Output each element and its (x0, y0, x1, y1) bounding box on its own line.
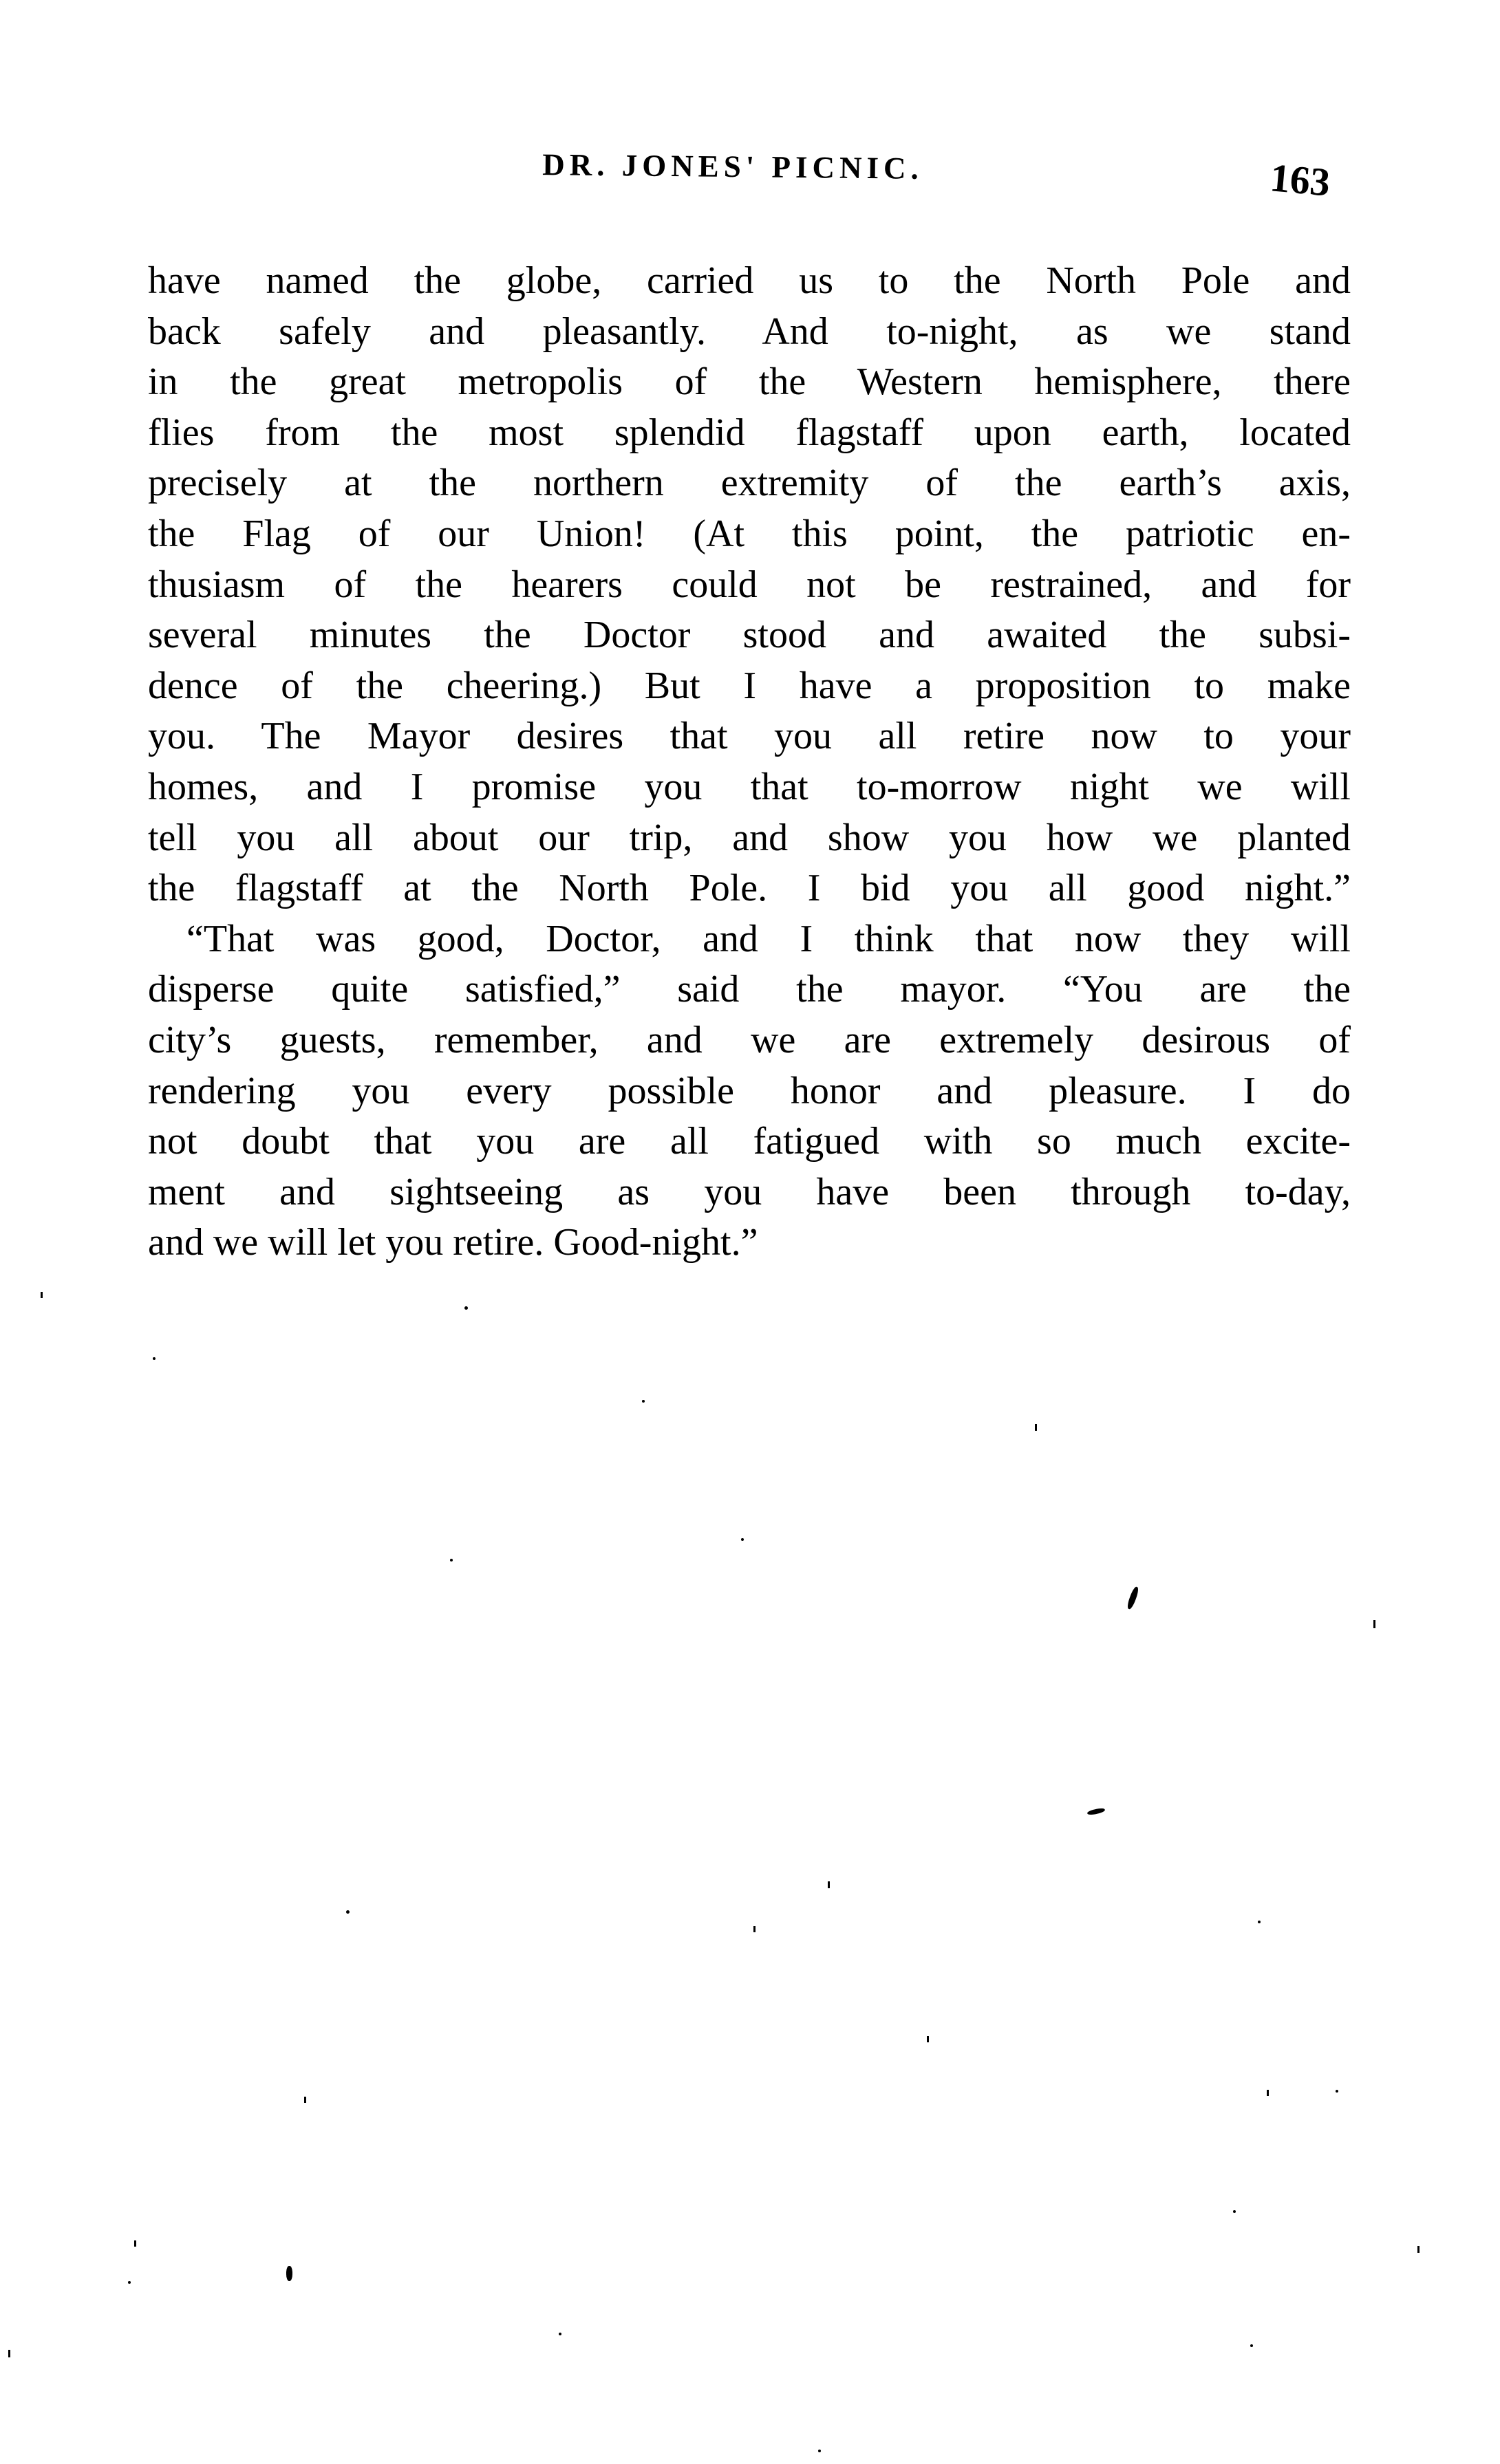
ink-speck (1336, 2090, 1338, 2093)
text-line: city’s guests, remember, and we are extremely desirous of (148, 1018, 1351, 1061)
text-line: and we will let you retire. Good-night.” (148, 1221, 758, 1264)
ink-speck (818, 2450, 821, 2452)
text-line: back safely and pleasantly. And to-night, as we stand (148, 310, 1351, 353)
ink-speck (304, 2097, 306, 2103)
text-line: rendering you every possible honor and pleasure. I do (148, 1069, 1351, 1112)
ink-speck (450, 1559, 453, 1561)
text-line: homes, and I promise you that to-morrow night we will (148, 765, 1351, 808)
text-line: dence of the cheering.) But I have a proposition to make (148, 664, 1351, 707)
ink-speck (1233, 2210, 1236, 2213)
text-line: flies from the most splendid flagstaff upon earth, located (148, 411, 1351, 454)
text-line: tell you all about our trip, and show you how we planted (148, 816, 1351, 859)
ink-stroke (1126, 1586, 1139, 1610)
text-line: the Flag of our Union! (At this point, the patriotic en- (148, 512, 1351, 555)
page-number: 163 (1268, 155, 1332, 205)
text-line: have named the globe, carried us to the North Pole and (148, 259, 1351, 302)
ink-speck (1373, 1620, 1375, 1628)
ink-speck (346, 1910, 350, 1914)
text-line: the flagstaff at the North Pole. I bid you all good night.” (148, 867, 1351, 910)
ink-speck (1417, 2246, 1419, 2253)
ink-speck (741, 1538, 744, 1541)
ink-speck (1258, 1921, 1261, 1923)
text-line: in the great metropolis of the Western hemisphere, there (148, 360, 1351, 404)
ink-speck (828, 1881, 830, 1888)
text-line: not doubt that you are all fatigued with so much excite- (148, 1120, 1351, 1163)
text-line: ment and sightseeing as you have been through to-day, (148, 1170, 1351, 1213)
ink-speck (559, 2333, 561, 2335)
ink-speck (464, 1306, 468, 1310)
ink-speck (128, 2281, 131, 2284)
ink-speck (134, 2240, 136, 2247)
chapter-title: DR. JONES' PICNIC. (542, 147, 924, 186)
ink-speck (927, 2036, 929, 2042)
ink-speck (753, 1926, 756, 1932)
ink-stroke (286, 2266, 292, 2281)
ink-speck (642, 1400, 645, 1403)
text-line: precisely at the northern extremity of the earth’s axis, (148, 462, 1351, 505)
text-line: “That was good, Doctor, and I think that now they will (186, 917, 1351, 960)
text-block (148, 256, 1351, 1268)
text-line: thusiasm of the hearers could not be restrained, and for (148, 563, 1351, 606)
ink-speck (8, 2350, 10, 2357)
ink-speck (1035, 1424, 1037, 1431)
text-line: several minutes the Doctor stood and awaited the subsi- (148, 614, 1351, 657)
text-line: you. The Mayor desires that you all retire now to your (148, 715, 1351, 758)
running-header (131, 142, 1334, 191)
ink-speck (1250, 2344, 1253, 2347)
ink-speck (153, 1357, 156, 1360)
ink-speck (41, 1292, 43, 1298)
text-line: disperse quite satisfied,” said the mayor. “You are the (148, 968, 1351, 1011)
ink-stroke (1087, 1807, 1106, 1815)
ink-speck (1267, 2090, 1269, 2096)
